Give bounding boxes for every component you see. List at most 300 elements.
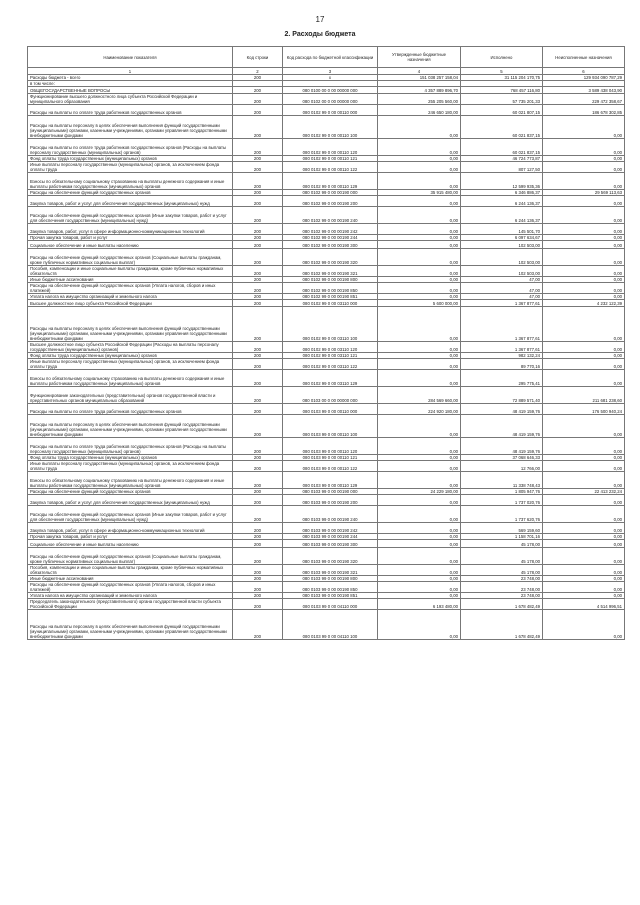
row-class-cell: 080 0103 99 0 00 00110 000: [283, 404, 378, 415]
row-approved-cell: 0,00: [378, 156, 461, 162]
row-executed-cell: 102 503,00: [461, 241, 543, 249]
row-name-cell: Председатель законодательного (представительного) органа государственной власти субъекта Российской Федерации: [28, 599, 233, 610]
row-unexecuted-cell: 186 678 302,85: [543, 105, 625, 116]
row-name-cell: Расходы на обеспечение функций государственных органов (Социальные выплаты гражданам, кроме публичных нормативных социальных выплат): [28, 548, 233, 565]
row-executed-cell: 768 457 116,80: [461, 87, 543, 94]
row-code-cell: 200: [233, 540, 283, 548]
row-class-cell: 080 0103 99 0 00 04110 000: [283, 599, 378, 610]
row-unexecuted-cell: 0,00: [543, 162, 625, 173]
row-class-cell: 080 0102 99 0 00 00110 122: [283, 162, 378, 173]
table-row: [28, 294, 625, 300]
row-name-cell: Прочая закупка товаров, работ и услуг: [28, 235, 233, 241]
row-executed-cell: 6 097 634,67: [461, 235, 543, 241]
row-approved-cell: 224 920 180,00: [378, 404, 461, 415]
table-row: [28, 139, 625, 156]
row-name-cell: Расходы на выплаты по оплате труда работников государственных органов (Расходы на выплаты персоналу государственных (муниципальных) органов): [28, 438, 233, 455]
row-executed-cell: 145 501,70: [461, 224, 543, 235]
row-approved-cell: 0,00: [378, 116, 461, 139]
table-row: [28, 582, 625, 593]
row-name-cell: Расходы на выплаты персоналу в целях обеспечения выполнения функций государственными (муниципальными) органами, казенными учреждениями, органами управления государственными внебюджетными фондами: [28, 116, 233, 139]
row-executed-cell: 60 021 807,15: [461, 105, 543, 116]
table-row: [28, 283, 625, 294]
table-row: [28, 116, 625, 139]
row-approved-cell: 0,00: [378, 495, 461, 506]
row-name-cell: Иные бюджетные ассигнования: [28, 576, 233, 582]
row-executed-cell: 102 503,00: [461, 266, 543, 277]
row-unexecuted-cell: 0,00: [543, 472, 625, 489]
header-executed: Исполнено: [461, 47, 543, 68]
row-code-cell: 200: [233, 472, 283, 489]
row-executed-cell: 46 724 773,87: [461, 156, 543, 162]
row-executed-cell: 45 178,00: [461, 548, 543, 565]
row-executed-cell: 45 178,00: [461, 540, 543, 548]
row-executed-cell: 1 367 877,61: [461, 307, 543, 342]
row-unexecuted-cell: 0,00: [543, 438, 625, 455]
row-executed-cell: 11 338 748,43: [461, 472, 543, 489]
row-class-cell: 080 0102 99 0 00 00190 800: [283, 277, 378, 283]
row-executed-cell: 1 367 877,61: [461, 342, 543, 353]
row-unexecuted-cell: 0,00: [543, 224, 625, 235]
row-name-cell: Взносы по обязательному социальному страхованию на выплаты денежного содержания и иные выплаты работникам государственных (муниципальных) органов: [28, 173, 233, 190]
row-class-cell: 080 0102 99 0 00 03110 000: [283, 300, 378, 307]
header-code: Код строки: [233, 47, 283, 68]
column-number: 2: [233, 68, 283, 75]
row-approved-cell: 0,00: [378, 353, 461, 359]
table-row: [28, 162, 625, 173]
table-row: [28, 404, 625, 415]
row-unexecuted-cell: 0,00: [543, 523, 625, 534]
row-code-cell: 200: [233, 277, 283, 283]
page-number: 17: [315, 15, 325, 24]
row-class-cell: 080 0102 99 0 00 00190 240: [283, 207, 378, 224]
row-class-cell: 080 0103 99 0 00 00190 000: [283, 489, 378, 495]
row-code-cell: 200: [233, 162, 283, 173]
row-approved-cell: 0,00: [378, 307, 461, 342]
table-row: [28, 523, 625, 534]
table-row: [28, 241, 625, 249]
row-executed-cell: 1 678 482,49: [461, 599, 543, 610]
row-executed-cell: 102 503,00: [461, 249, 543, 266]
row-unexecuted-cell: 0,00: [543, 277, 625, 283]
row-name-cell: Фонд оплаты труда государственных (муниципальных) органов: [28, 156, 233, 162]
table-row: [28, 300, 625, 307]
row-name-cell: Закупка товаров, работ и услуг для обеспечения государственных (муниципальных) нужд: [28, 495, 233, 506]
row-name-cell: Расходы на обеспечение функций государственных органов (Социальные выплаты гражданам, кроме публичных нормативных социальных выплат): [28, 249, 233, 266]
row-class-cell: 080 0103 99 0 00 00190 321: [283, 565, 378, 576]
row-code-cell: 200: [233, 506, 283, 523]
row-unexecuted-cell: 22 413 232,24: [543, 489, 625, 495]
row-name-cell: Расходы на обеспечение функций государственных органов (Уплата налогов, сборов и иных платежей): [28, 582, 233, 593]
row-approved-cell: 0,00: [378, 139, 461, 156]
row-executed-cell: 1 805 947,76: [461, 489, 543, 495]
row-executed-cell: 6 244 136,37: [461, 207, 543, 224]
row-class-cell: 080 0100 00 0 00 00000 000: [283, 87, 378, 94]
row-executed-cell: 569 159,60: [461, 523, 543, 534]
row-code-cell: 200: [233, 283, 283, 294]
row-approved-cell: 35 915 480,00: [378, 190, 461, 196]
row-code-cell: 200: [233, 300, 283, 307]
row-unexecuted-cell: 0,00: [543, 610, 625, 640]
row-approved-cell: 0,00: [378, 266, 461, 277]
row-name-cell: Прочая закупка товаров, работ и услуг: [28, 534, 233, 540]
row-approved-cell: 0,00: [378, 565, 461, 576]
row-name-cell: Иные бюджетные ассигнования: [28, 277, 233, 283]
row-unexecuted-cell: 0,00: [543, 294, 625, 300]
table-row: [28, 359, 625, 370]
row-class-cell: 080 0102 99 0 00 00190 000: [283, 190, 378, 196]
row-name-cell: Расходы на выплаты персоналу в целях обеспечения выполнения функций государственными (муниципальными) органами, казенными учреждениями, органами управления государственными внебюджетными фондами: [28, 415, 233, 438]
row-class-cell: 080 0102 99 0 00 00190 300: [283, 241, 378, 249]
row-code-cell: 200: [233, 156, 283, 162]
row-unexecuted-cell: 229 472 358,67: [543, 94, 625, 105]
row-unexecuted-cell: 0,00: [543, 495, 625, 506]
row-class-cell: 080 0103 99 0 00 00110 120: [283, 438, 378, 455]
row-name-cell: Расходы на выплаты персоналу в целях обеспечения выполнения функций государственными (муниципальными) органами, казенными учреждениями, органами управления государственными внебюджетными фондами: [28, 610, 233, 640]
row-code-cell: 200: [233, 534, 283, 540]
row-class-cell: 080 0103 99 0 00 00110 129: [283, 472, 378, 489]
row-name-cell: ОБЩЕГОСУДАРСТВЕННЫЕ ВОПРОСЫ: [28, 87, 233, 94]
row-executed-cell: 47,00: [461, 283, 543, 294]
row-approved-cell: 0,00: [378, 523, 461, 534]
row-unexecuted-cell: 0,00: [543, 455, 625, 461]
row-name-cell: Уплата налога на имущество организаций и земельного налога: [28, 593, 233, 599]
column-number: 4: [378, 68, 461, 75]
row-code-cell: 200: [233, 610, 283, 640]
row-unexecuted-cell: 4 514 996,51: [543, 599, 625, 610]
row-unexecuted-cell: 0,00: [543, 593, 625, 599]
row-executed-cell: 60 021 837,15: [461, 139, 543, 156]
table-row: [28, 105, 625, 116]
row-unexecuted-cell: 0,00: [543, 576, 625, 582]
row-code-cell: 200: [233, 582, 283, 593]
row-unexecuted-cell: 0,00: [543, 196, 625, 207]
row-unexecuted-cell: 0,00: [543, 307, 625, 342]
table-row: [28, 540, 625, 548]
table-header-row: [28, 47, 625, 68]
row-code-cell: 200: [233, 87, 283, 94]
row-approved-cell: 0,00: [378, 455, 461, 461]
row-executed-cell: 47,00: [461, 294, 543, 300]
row-unexecuted-cell: 176 500 940,24: [543, 404, 625, 415]
row-approved-cell: 0,00: [378, 593, 461, 599]
row-code-cell: 200: [233, 173, 283, 190]
row-approved-cell: 151 038 257 158,04: [378, 75, 461, 81]
column-number: 1: [28, 68, 233, 75]
row-executed-cell: 23 748,00: [461, 576, 543, 582]
row-code-cell: 200: [233, 190, 283, 196]
row-executed-cell: 807 127,50: [461, 162, 543, 173]
row-code-cell: 200: [233, 94, 283, 105]
row-name-cell: Иные выплаты персоналу государственных (муниципальных) органов, за исключением фонда оплаты труда: [28, 359, 233, 370]
row-unexecuted-cell: 3 589 438 043,90: [543, 87, 625, 94]
header-unexecuted: Неисполненные назначения: [543, 47, 625, 68]
table-row: [28, 87, 625, 94]
row-code-cell: 200: [233, 241, 283, 249]
row-approved-cell: 0,00: [378, 438, 461, 455]
row-class-cell: 080 0103 99 0 00 00190 242: [283, 523, 378, 534]
section-title: 2. Расходы бюджета: [284, 31, 356, 38]
row-approved-cell: 5 600 000,00: [378, 300, 461, 307]
row-code-cell: 200: [233, 235, 283, 241]
header-name: Наименование показателя: [28, 47, 233, 68]
row-unexecuted-cell: 29 569 113,63: [543, 190, 625, 196]
table-row: [28, 472, 625, 489]
row-code-cell: 200: [233, 455, 283, 461]
row-approved-cell: 0,00: [378, 283, 461, 294]
table-row: [28, 342, 625, 353]
row-executed-cell: 1 367 877,61: [461, 300, 543, 307]
row-executed-cell: 57 735 201,33: [461, 94, 543, 105]
row-name-cell: Закупка товаров, работ, услуг в сфере информационно-коммуникационных технологий: [28, 523, 233, 534]
row-unexecuted-cell: 0,00: [543, 156, 625, 162]
row-approved-cell: 0,00: [378, 576, 461, 582]
row-approved-cell: 0,00: [378, 540, 461, 548]
table-row: [28, 548, 625, 565]
row-code-cell: 200: [233, 207, 283, 224]
row-code-cell: 200: [233, 461, 283, 472]
row-name-cell: Иные выплаты персоналу государственных (муниципальных) органов, за исключением фонда оплаты труда: [28, 162, 233, 173]
row-executed-cell: 12 599 935,36: [461, 173, 543, 190]
row-name-cell: Фонд оплаты труда государственных (муниципальных) органов: [28, 455, 233, 461]
row-class-cell: 080 0102 99 0 00 03110 122: [283, 359, 378, 370]
row-approved-cell: 0,00: [378, 461, 461, 472]
row-class-cell: 080 0103 99 0 00 00110 100: [283, 415, 378, 438]
row-class-cell: 080 0102 99 0 00 00110 100: [283, 116, 378, 139]
row-class-cell: 080 0103 99 0 00 04110 100: [283, 610, 378, 640]
table-row: [28, 94, 625, 105]
table-row: [28, 224, 625, 235]
column-numbers-row: [28, 68, 625, 75]
header-class: Код расхода по бюджетной классификации: [283, 47, 378, 68]
row-class-cell: 080 0102 99 0 00 00110 000: [283, 105, 378, 116]
row-approved-cell: 0,00: [378, 415, 461, 438]
row-class-cell: 080 0103 99 0 00 00190 851: [283, 593, 378, 599]
column-number: 5: [461, 68, 543, 75]
row-approved-cell: 0,00: [378, 241, 461, 249]
table-row: [28, 489, 625, 495]
row-name-cell: Высшее должностное лицо субъекта Российской Федерации (Расходы на выплаты персоналу государственных (муниципальных) органов): [28, 342, 233, 353]
row-class-cell: 080 0103 99 0 00 00190 800: [283, 576, 378, 582]
table-row: [28, 173, 625, 190]
column-number: 6: [543, 68, 625, 75]
row-approved-cell: 0,00: [378, 370, 461, 387]
row-class-cell: 080 0102 99 0 00 00190 242: [283, 224, 378, 235]
row-approved-cell: 0,00: [378, 207, 461, 224]
table-row: [28, 387, 625, 404]
table-row: [28, 610, 625, 640]
row-name-cell: Пособия, компенсации и иные социальные выплаты гражданам, кроме публичных нормативных обязательств: [28, 565, 233, 576]
row-class-cell: 080 0102 99 0 00 00190 851: [283, 294, 378, 300]
row-executed-cell: 1 158 701,16: [461, 534, 543, 540]
table-row: [28, 495, 625, 506]
row-name-cell: Расходы на выплаты по оплате труда работников государственных органов (Расходы на выплаты персоналу государственных (муниципальных) органов): [28, 139, 233, 156]
row-executed-cell: 6 346 886,37: [461, 190, 543, 196]
table-body: [28, 75, 625, 640]
row-class-cell: 080 0102 99 0 00 03110 129: [283, 370, 378, 387]
row-unexecuted-cell: 0,00: [543, 534, 625, 540]
row-approved-cell: 0,00: [378, 359, 461, 370]
table-row: [28, 370, 625, 387]
row-class-cell: 080 0103 00 0 00 00000 000: [283, 387, 378, 404]
row-approved-cell: 0,00: [378, 506, 461, 523]
table-row: [28, 353, 625, 359]
row-class-cell: 080 0102 99 0 00 00190 244: [283, 235, 378, 241]
row-unexecuted-cell: 211 681 238,60: [543, 387, 625, 404]
table-row: [28, 415, 625, 438]
row-code-cell: 200: [233, 342, 283, 353]
row-executed-cell: 23 748,00: [461, 593, 543, 599]
row-code-cell: 200: [233, 196, 283, 207]
row-name-cell: Иные выплаты персоналу государственных (муниципальных) органов, за исключением фонда оплаты труда: [28, 461, 233, 472]
row-name-cell: Фонд оплаты труда государственных (муниципальных) органов: [28, 353, 233, 359]
row-unexecuted-cell: 4 232 122,39: [543, 300, 625, 307]
row-approved-cell: 0,00: [378, 277, 461, 283]
row-approved-cell: 0,00: [378, 249, 461, 266]
row-approved-cell: 0,00: [378, 173, 461, 190]
row-approved-cell: 0,00: [378, 548, 461, 565]
row-unexecuted-cell: 0,00: [543, 342, 625, 353]
table-row: [28, 455, 625, 461]
row-unexecuted-cell: 0,00: [543, 173, 625, 190]
row-approved-cell: 255 205 560,00: [378, 94, 461, 105]
row-code-cell: 200: [233, 415, 283, 438]
row-code-cell: 200: [233, 599, 283, 610]
row-code-cell: 200: [233, 404, 283, 415]
column-number: 3: [283, 68, 378, 75]
row-code-cell: 200: [233, 307, 283, 342]
row-executed-cell: 37 068 646,33: [461, 455, 543, 461]
row-code-cell: 200: [233, 387, 283, 404]
row-name-cell: Функционирование законодательных (представительных) органов государственной власти и представительных органов муниципальных образований: [28, 387, 233, 404]
row-executed-cell: 6 244 136,37: [461, 196, 543, 207]
row-unexecuted-cell: 0,00: [543, 241, 625, 249]
row-unexecuted-cell: 0,00: [543, 582, 625, 593]
row-class-cell: 080 0102 99 0 00 00110 121: [283, 156, 378, 162]
table-row: [28, 156, 625, 162]
row-code-cell: 200: [233, 495, 283, 506]
row-unexecuted-cell: 0,00: [543, 207, 625, 224]
row-approved-cell: 0,00: [378, 294, 461, 300]
row-unexecuted-cell: 0,00: [543, 139, 625, 156]
row-unexecuted-cell: 0,00: [543, 565, 625, 576]
row-executed-cell: 23 748,00: [461, 582, 543, 593]
row-class-cell: 080 0102 99 0 00 00190 850: [283, 283, 378, 294]
row-executed-cell: 48 419 159,76: [461, 415, 543, 438]
row-unexecuted-cell: 0,00: [543, 540, 625, 548]
row-approved-cell: 0,00: [378, 196, 461, 207]
row-name-cell: Расходы на обеспечение функций государственных органов (Иные закупки товаров, работ и услуг для обеспечения государственных (муниципальных) нужд): [28, 207, 233, 224]
row-code-cell: 200: [233, 353, 283, 359]
row-approved-cell: 0,00: [378, 582, 461, 593]
table-row: [28, 506, 625, 523]
table-row: [28, 593, 625, 599]
row-class-cell: 080 0102 00 0 00 00000 000: [283, 94, 378, 105]
row-approved-cell: 0,00: [378, 610, 461, 640]
row-approved-cell: 0,00: [378, 534, 461, 540]
row-approved-cell: 0,00: [378, 162, 461, 173]
row-executed-cell: 31 115 204 170,75: [461, 75, 543, 81]
row-code-cell: 200: [233, 224, 283, 235]
row-executed-cell: 48 419 159,76: [461, 438, 543, 455]
row-code-cell: 200: [233, 105, 283, 116]
row-executed-cell: 60 021 837,15: [461, 116, 543, 139]
row-approved-cell: 0,00: [378, 235, 461, 241]
row-name-cell: Социальное обеспечение и иные выплаты населению: [28, 540, 233, 548]
row-approved-cell: 284 569 660,00: [378, 387, 461, 404]
row-unexecuted-cell: 0,00: [543, 359, 625, 370]
row-code-cell: 200: [233, 370, 283, 387]
table-row: [28, 461, 625, 472]
row-class-cell: 080 0103 99 0 00 00190 850: [283, 582, 378, 593]
table-row: [28, 190, 625, 196]
table-row: [28, 438, 625, 455]
row-name-cell: Пособия, компенсации и иные социальные выплаты гражданам, кроме публичных нормативных обязательств: [28, 266, 233, 277]
row-approved-cell: 6 193 480,00: [378, 599, 461, 610]
row-code-cell: 200: [233, 116, 283, 139]
row-name-cell: Взносы по обязательному социальному страхованию на выплаты денежного содержания и иные выплаты работникам государственных (муниципальных) органов: [28, 472, 233, 489]
row-executed-cell: 295 775,41: [461, 370, 543, 387]
row-name-cell: Социальное обеспечение и иные выплаты населению: [28, 241, 233, 249]
row-approved-cell: 246 650 180,00: [378, 105, 461, 116]
row-approved-cell: 0,00: [378, 472, 461, 489]
row-name-cell: Расходы на обеспечение функций государственных органов: [28, 489, 233, 495]
row-unexecuted-cell: 0,00: [543, 353, 625, 359]
header-approved: Утвержденные бюджетные назначения: [378, 47, 461, 68]
row-class-cell: x: [283, 75, 378, 81]
row-class-cell: 080 0102 99 0 00 03110 121: [283, 353, 378, 359]
table-row: [28, 599, 625, 610]
row-name-cell: Расходы на выплаты персоналу в целях обеспечения выполнения функций государственными (муниципальными) органами, казенными учреждениями, органами управления государственными внебюджетными фондами: [28, 307, 233, 342]
row-name-cell: Закупка товаров, работ и услуг для обеспечения государственных (муниципальных) нужд: [28, 196, 233, 207]
row-executed-cell: 45 178,00: [461, 565, 543, 576]
row-class-cell: 080 0103 99 0 00 00110 122: [283, 461, 378, 472]
row-code-cell: 200: [233, 75, 283, 81]
row-unexecuted-cell: 0,00: [543, 249, 625, 266]
row-executed-cell: 48 419 159,76: [461, 404, 543, 415]
row-executed-cell: 89 770,16: [461, 359, 543, 370]
row-unexecuted-cell: 0,00: [543, 506, 625, 523]
expenses-table: [27, 46, 625, 640]
row-name-cell: Расходы на выплаты по оплате труда работников государственных органов: [28, 105, 233, 116]
row-code-cell: 200: [233, 266, 283, 277]
row-code-cell: 200: [233, 565, 283, 576]
row-code-cell: 200: [233, 576, 283, 582]
row-code-cell: 200: [233, 593, 283, 599]
row-class-cell: 080 0102 99 0 00 00190 320: [283, 249, 378, 266]
row-class-cell: 080 0103 99 0 00 00110 121: [283, 455, 378, 461]
table-row: [28, 207, 625, 224]
row-name-cell: Функционирование высшего должностного лица субъекта Российской Федерации и муниципального образования: [28, 94, 233, 105]
row-executed-cell: 12 766,00: [461, 461, 543, 472]
row-approved-cell: 0,00: [378, 224, 461, 235]
row-class-cell: 080 0103 99 0 00 00190 244: [283, 534, 378, 540]
row-executed-cell: 982 132,24: [461, 353, 543, 359]
row-class-cell: 080 0102 99 0 00 00190 321: [283, 266, 378, 277]
row-executed-cell: 47,00: [461, 277, 543, 283]
row-name-cell: Закупка товаров, работ, услуг в сфере информационно-коммуникационных технологий: [28, 224, 233, 235]
table-row: [28, 196, 625, 207]
row-class-cell: 080 0103 99 0 00 00190 320: [283, 548, 378, 565]
row-executed-cell: 1 737 020,76: [461, 495, 543, 506]
row-unexecuted-cell: 0,00: [543, 266, 625, 277]
row-unexecuted-cell: 0,00: [543, 461, 625, 472]
row-class-cell: 080 0103 99 0 00 00190 240: [283, 506, 378, 523]
table-row: [28, 307, 625, 342]
row-name-cell: Расходы на обеспечение функций государственных органов: [28, 190, 233, 196]
row-code-cell: 200: [233, 523, 283, 534]
row-name-cell: Взносы по обязательному социальному страхованию на выплаты денежного содержания и иные выплаты работникам государственных (муниципальных) органов: [28, 370, 233, 387]
row-name-cell: Расходы бюджета - всего: [28, 75, 233, 81]
